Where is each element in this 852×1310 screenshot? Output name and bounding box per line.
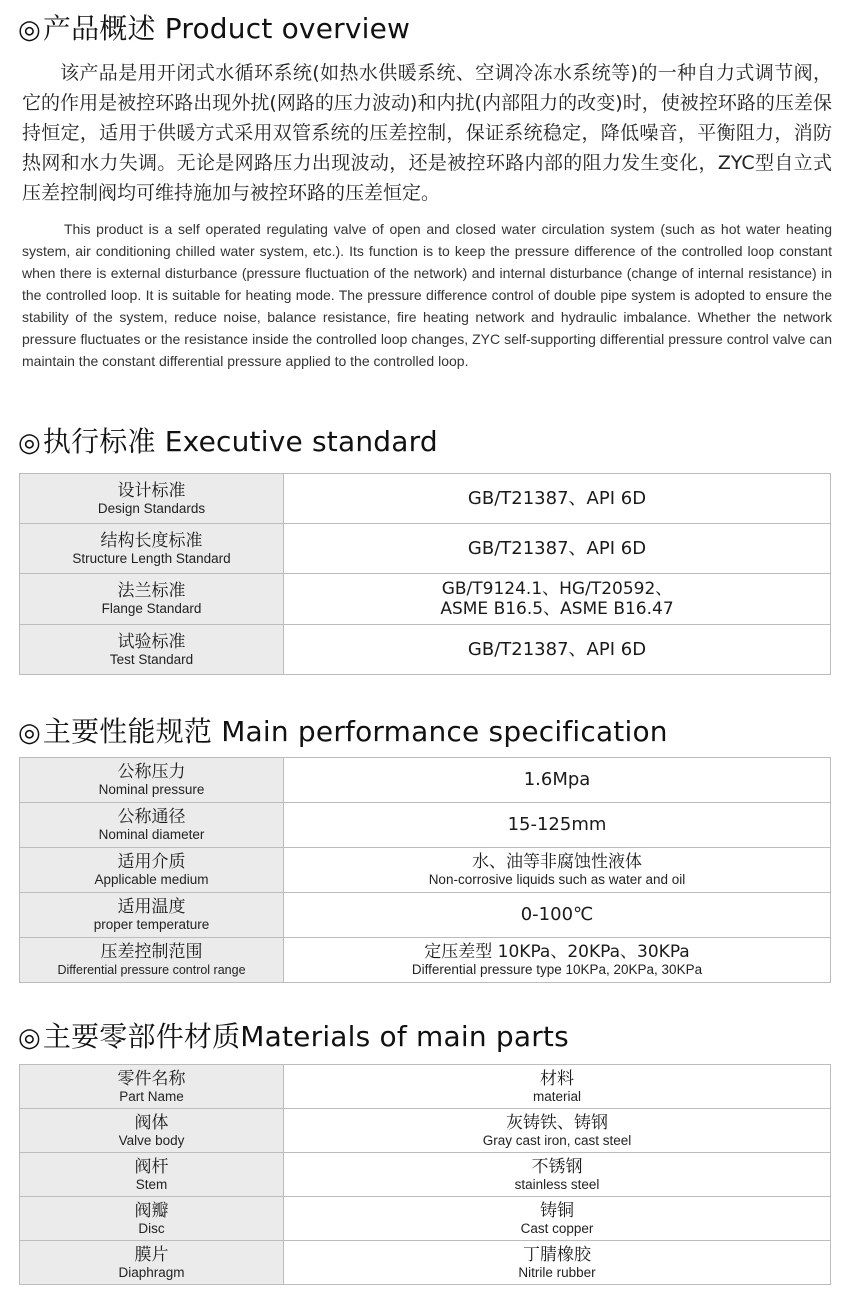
label-zh: 法兰标准	[117, 581, 186, 601]
label-zh: 阀瓣	[134, 1200, 169, 1221]
overview-paragraph-en: This product is a self operated regulating valve of open and closed water circulation system (such as hot water heating system, air conditioning chilled water system, etc.). Its function is to keep the pressure difference of the controlled loop constant when there is external disturbance (pressure fluctuation of the network) and internal disturbance (change of internal resistance) in the controlled loop. It is suitable for heating mode. The pressure difference control of double pipe system is adopted to ensure the stability of the system, reduce noise, balance resistance, fire heating network and hydraulic imbalance. Whether the network pressure fluctuates or the resistance inside the controlled loop changes, ZYC self-supporting differential pressure control valve can maintain the constant differential pressure applied to the controlled loop.	[22, 221, 832, 369]
value-text: 定压差型 10KPa、20KPa、30KPa	[424, 942, 690, 962]
value-text-en: Gray cast iron, cast steel	[482, 1132, 632, 1148]
label-zh: 阀杆	[134, 1156, 169, 1177]
label-en: proper temperature	[93, 917, 210, 932]
row-value	[284, 574, 831, 625]
value-text: 不锈钢	[531, 1156, 583, 1177]
row-label	[20, 1241, 284, 1285]
row-label	[20, 938, 284, 983]
value-text: GB/T21387、API 6D	[467, 537, 647, 559]
table-row	[20, 803, 831, 848]
row-value	[284, 625, 831, 675]
label-zh: 结构长度标准	[100, 530, 203, 551]
row-value	[284, 938, 831, 983]
label-zh: 膜片	[134, 1244, 169, 1265]
label-en: Applicable medium	[94, 872, 209, 887]
label-en: Diaphragm	[118, 1264, 185, 1280]
circle-mark-icon: ◎	[18, 428, 41, 458]
table-row	[20, 1197, 831, 1241]
standard-title-text: 执行标准 Executive standard	[42, 425, 438, 458]
value-text: 铸铜	[540, 1200, 574, 1221]
label-en: Flange Standard	[101, 601, 202, 616]
table-row	[20, 848, 831, 893]
label-zh: 压差控制范围	[100, 942, 203, 962]
label-en: Nominal diameter	[98, 827, 205, 842]
row-value	[284, 803, 831, 848]
row-value	[284, 1153, 831, 1197]
row-label	[20, 524, 284, 574]
value-text: 灰铸铁、铸钢	[506, 1112, 608, 1133]
value-text-en: Nitrile rubber	[518, 1264, 596, 1280]
row-label	[20, 1153, 284, 1197]
table-row	[20, 1153, 831, 1197]
label-en: Part Name	[119, 1088, 184, 1104]
value-text-line2: ASME B16.5、ASME B16.47	[440, 599, 674, 619]
row-label	[20, 758, 284, 803]
performance-table	[19, 757, 831, 983]
row-label	[20, 474, 284, 524]
table-row	[20, 938, 831, 983]
table-row	[20, 474, 831, 524]
row-label	[20, 1065, 284, 1109]
row-label	[20, 848, 284, 893]
value-text-en: Non-corrosive liquids such as water and oil	[428, 872, 686, 887]
table-row	[20, 1109, 831, 1153]
value-text: GB/T21387、API 6D	[467, 487, 647, 509]
label-zh: 试验标准	[117, 631, 186, 652]
row-label	[20, 1109, 284, 1153]
label-en: Design Standards	[97, 500, 206, 516]
label-en: Structure Length Standard	[72, 550, 231, 566]
row-value	[284, 1065, 831, 1109]
value-text: GB/T9124.1、HG/T20592、	[441, 579, 673, 599]
row-label	[20, 1197, 284, 1241]
value-text-en: material	[532, 1088, 581, 1104]
value-text: GB/T21387、API 6D	[467, 638, 647, 660]
value-text-en: Cast copper	[520, 1220, 594, 1236]
table-row	[20, 625, 831, 675]
label-zh: 公称通径	[117, 807, 186, 827]
value-text-en: Differential pressure type 10KPa, 20KPa, 30KPa	[411, 962, 703, 977]
standard-table	[19, 473, 831, 675]
row-value	[284, 1241, 831, 1285]
materials-title	[18, 1020, 569, 1055]
value-text: 0-100℃	[520, 904, 594, 925]
value-text: 丁腈橡胶	[523, 1244, 591, 1265]
row-label	[20, 893, 284, 938]
row-value	[284, 1197, 831, 1241]
value-text: 15-125mm	[507, 814, 607, 835]
overview-title-text: 产品概述 Product overview	[42, 12, 411, 45]
row-value	[284, 524, 831, 574]
label-zh: 适用介质	[117, 852, 186, 872]
table-row	[20, 1241, 831, 1285]
performance-title-text: 主要性能规范 Main performance specification	[42, 715, 668, 748]
label-zh: 设计标准	[117, 480, 186, 501]
table-row	[20, 893, 831, 938]
materials-title-text: 主要零部件材质Materials of main parts	[42, 1020, 569, 1053]
row-value	[284, 1109, 831, 1153]
row-value	[284, 848, 831, 893]
circle-mark-icon: ◎	[18, 15, 41, 45]
label-en: Disc	[138, 1220, 165, 1236]
table-row	[20, 524, 831, 574]
row-label	[20, 574, 284, 625]
materials-table	[19, 1064, 831, 1285]
value-text: 材料	[540, 1068, 574, 1089]
label-en: Stem	[135, 1176, 168, 1192]
label-en: Differential pressure control range	[57, 963, 246, 977]
row-value	[284, 893, 831, 938]
overview-title	[18, 12, 410, 47]
label-zh: 零件名称	[117, 1068, 186, 1089]
label-zh: 阀体	[134, 1112, 169, 1133]
value-text-en: stainless steel	[514, 1176, 600, 1192]
row-value	[284, 474, 831, 524]
table-row	[20, 758, 831, 803]
label-zh: 公称压力	[117, 762, 186, 782]
value-text: 水、油等非腐蚀性液体	[472, 852, 642, 872]
value-text: 1.6Mpa	[523, 769, 591, 790]
label-en: Nominal pressure	[98, 782, 205, 797]
label-en: Valve body	[118, 1132, 185, 1148]
row-label	[20, 803, 284, 848]
table-row	[20, 574, 831, 625]
circle-mark-icon: ◎	[18, 718, 41, 748]
standard-title	[18, 425, 438, 460]
table-row	[20, 1065, 831, 1109]
label-zh: 适用温度	[117, 897, 186, 917]
overview-paragraph-zh: 该产品是用开闭式水循环系统(如热水供暖系统、空调冷冻水系统等)的一种自力式调节阀，它的作用是被控环路出现外扰(网路的压力波动)和内扰(内部阻力的改变)时，使被控环路的压差保持恒定，适用于供暖方式采用双管系统的压差控制，保证系统稳定，降低噪音，平衡阻力，消防热网和水力失调。无论是网路压力出现波动，还是被控环路内部的阻力发生变化，ZYC型自立式压差控制阀均可维持施加与被控环路的压差恒定。	[22, 62, 832, 204]
circle-mark-icon: ◎	[18, 1023, 41, 1053]
row-label	[20, 625, 284, 675]
label-en: Test Standard	[109, 651, 194, 667]
row-value	[284, 758, 831, 803]
performance-title	[18, 715, 668, 750]
